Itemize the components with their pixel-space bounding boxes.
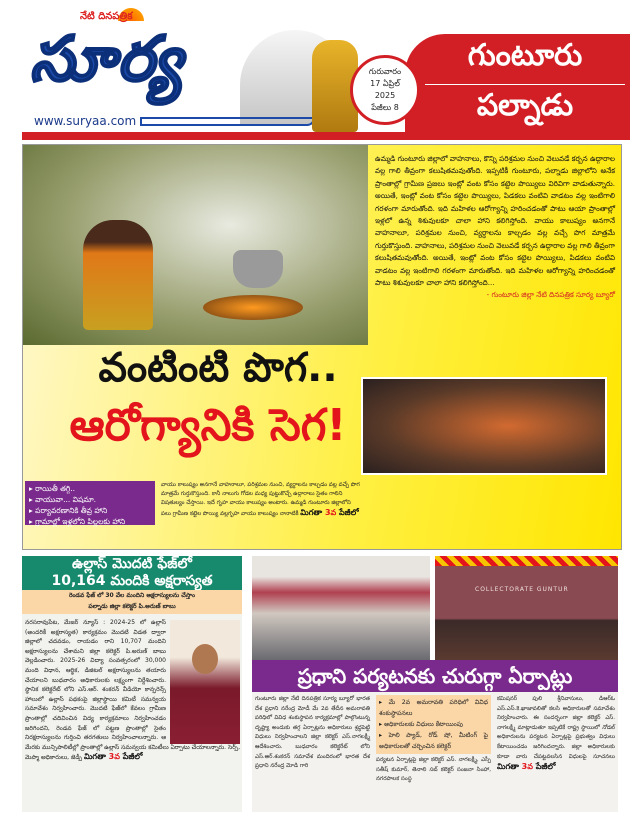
logo-wordmark: సూర్య: [30, 22, 185, 95]
page-count: పేజీలు 8: [371, 103, 399, 112]
edition-name-2: పల్నాడు: [476, 88, 574, 123]
pot-image: [233, 250, 283, 288]
column-2: ▸ మే 2వ అమరావతి పరిధిలో వివిధ శంకుస్థాపనలు ▸ అధికారులకు విధులు కేటాయింపు ▸ హెలి ప్యాడ్, రోడ్ షో, మీటింగ్ పై అధికారులతో చర్చించిన కలెక్టర్ పర్యటన ఏర్పాట్లపై జిల్లా కలెక్టర్ ఎస్. నాగలక్ష్మీ, ఎస్పీ సతీష్ కుమార్, తెనాలి సబ్ కలెక్టర్ సంజనా సింహా, నగరపాలక సంస్థ: [376, 695, 491, 785]
garland-decoration: [435, 556, 618, 566]
website-url[interactable]: www.suryaa.com: [34, 114, 137, 128]
highlight-item: ▸ మే 2వ అమరావతి పరిధిలో వివిధ శంకుస్థాపనలు: [379, 699, 489, 717]
edition-name-1: గుంటూరు: [467, 38, 583, 73]
headline-line-2: ఆరోగ్యానికి సెగ!: [69, 400, 347, 451]
highlight-item: ▸ హెలి ప్యాడ్, రోడ్ షో, మీటింగ్ పై అధికారులతో చర్చించిన కలెక్టర్: [379, 732, 488, 750]
highlight-item: ▸ అధికారులకు విధులు కేటాయింపు: [379, 721, 463, 728]
byline: - గుంటూరు జిల్లా నేటి దినపత్రిక సూర్య బ్యూరో: [486, 290, 615, 300]
lead-story-lower-body: వాయు కాలుష్యం అనగానే వాహనాలూ, పరిశ్రమల నుంచి, వ్యర్థాలను కాల్చడం వల్ల వచ్చే పొగ మాత్రమే గుర్తుకొస్తుంది. కానీ నాలుగు గోడల మధ్య పుట్టుకొచ్చే ఉద్గారాలు సైతం గాలిని విషతుల్యం చేస్తాయి. ఇదే గృహ వాయు కాలుష్యం అంటారు. ఉమ్మడి గుంటూరు జిల్లాలోని పలు గ్రామీణ కట్టెల పొయ్యి వల్లగృహ వాయు కాలుష్యం నానాటికీ మిగతా 3వ పేజీలో: [161, 482, 360, 517]
lead-story-body: [375, 153, 615, 302]
pm-visit-headline: ప్రధాని పర్యటనకు చురుగ్గా ఏర్పాట్లు: [252, 660, 618, 692]
woman-figure: [83, 220, 153, 330]
column-3: కమిషనర్ పులి శ్రీనివాసులు, డిఆర్ఓ ఎస్.ఎస్.కె.ఖాజావలితో కలసి అధికారులతో సమావేశం నిర్వహించారు. ఈ సందర్భంగా జిల్లా కలెక్టర్ ఎస్. నాగలక్ష్మీ మాట్లాడుతూ ఇప్పటికే రాష్ట్ర స్థాయిలో నోడల్ అధికారులను పర్యటన ఏర్పాట్లపై ప్రభుత్వం విధులు కేటాయించడం జరిగిందన్నారు. జిల్లా అధికారులకు కూడా వారు చేపట్టవలసిన విధులపై సూచనలు మిగతా 3వ పేజీలో: [497, 696, 615, 772]
meeting-audience-photo: [252, 556, 430, 660]
literacy-body: నరసరావుపేట, మేజర్ న్యూస్ : 2024-25 లో ఉల్లాస్ (అందరికీ అక్షరాస్యత) కార్యక్రమం మొదటి విడత ద్వారా జిల్లాలో చదవడం, రాయడం రాని 10,707 మందిని అక్షరాస్యులను చేశామని జిల్లా కలెక్టర్ పి.అరుణ్ బాబు వెల్లడించారు. 2025-26 విద్యా సంవత్సరంలో 30,000 మంది విధాన, ఆర్థిక, డిజిటల్ అక్షరాస్యులను తయారు చేయాలని బుధవారం అధికారులకు లక్ష్యంగా నిర్దేశించారు. స్థానిక కలెక్టరేట్ లోని ఎస్.ఆర్. శంకరన్ వీడియో కాన్ఫరెన్స్ హాలులో ఉల్లాస్ పథకంపై జిల్లాస్థాయి కమిటీ సమన్వయ సమావేశం నిర్వహించారు. మొదటి ఫేజ్‌లో కేవలం గ్రామీణ ప్రాంతాల్లో చదివించిన విద్య కార్యక్రమాలు నిర్వహించడం జరిగిందని, రెండవ ఫేజ్ లో పట్టణ ప్రాంతాల్లో సైతం నిరక్షరాస్యులను గుర్తించి తరగతులు నిర్వహించాలన్నారు. ఆ మేరకు మున్సిపాలిటీల్లో ప్రాంతాల్లో ఉల్లాస్ సమన్వయ కమిటీలు ఏర్పాటు చేయాలన్నారు. సెర్ప్, మెప్మా అధికారులు, జెడ్పీ మిగతా 3వ పేజీలో: [25, 619, 240, 762]
lead-story: [22, 144, 622, 550]
collectorate-stage-photo: [435, 556, 618, 660]
cooking-smoke-photo: [23, 145, 368, 345]
highlight-item: ▸ రాయితీ తగ్గి..: [29, 484, 76, 493]
highlights-box: [25, 481, 155, 525]
continued-link[interactable]: మిగతా 3వ పేజీలో: [497, 762, 556, 772]
stove-photo: [361, 377, 607, 475]
masthead-band: [22, 132, 630, 140]
literacy-subheadline: రెండవ ఫేజ్ లో 30 వేల మందిని అక్షరాస్యులను చేస్తాం పల్నాడు జిల్లా కలెక్టర్ పి.అరుణ్ బాబు: [22, 590, 242, 614]
highlight-item: ▸ వాయువా... విషమా.: [29, 495, 97, 504]
fire-image: [203, 295, 303, 320]
highlight-item: ▸ పర్యావరణానికి తీవ్ర హాని: [29, 506, 108, 515]
pm-visit-body: [252, 692, 618, 812]
headline-line-1: వంటింటి పొగ..: [98, 345, 338, 391]
divider: [425, 84, 625, 85]
continued-link[interactable]: మిగతా 3వ పేజీలో: [83, 752, 143, 762]
highlights-box: [376, 695, 491, 754]
continued-link[interactable]: మిగతా 3వ పేజీలో: [300, 508, 359, 517]
date: 17 ఏప్రిల్: [370, 79, 400, 88]
logo-tagline: నేటి దినపత్రిక: [80, 11, 133, 22]
literacy-story: [22, 556, 242, 812]
year: 2025: [374, 91, 396, 100]
day: గురువారం: [368, 67, 402, 76]
date-badge: [350, 55, 420, 125]
collectorate-sign: COLLECTORATE GUNTUR: [475, 586, 569, 593]
literacy-headline: ఉల్లాస్ మొదటి ఫేజ్‌లో 10,164 మందికి అక్షరాస్యత: [22, 556, 242, 590]
column-1: గుంటూరు జిల్లా నేటి దినపత్రిక సూర్య బ్యూరో భారత దేశ ప్రధాని నరేంద్ర మోడీ మే 2వ తేదీన అమరావతి పరిధిలో వివిధ శంకుస్థాపన కార్యక్రమాల్లో పాల్గొంటున్న దృష్ట్యా అందుకు తగ్గ ఏర్పాట్లను అధికారులు శ్రద్ధపెట్టి విధులు నిర్వహించాలని జిల్లా కలెక్టర్ ఎస్.నాగలక్ష్మీ ఆదేశించారు. బుధవారం కలెక్టరేట్ లోని ఎస్.ఆర్.శంకరన్ సమావేశ మందిరంలో భారత దేశ ప్రధాని నరేంద్ర మోడి గారి: [255, 696, 370, 770]
logo-underline: [140, 117, 315, 126]
edition-banner: [405, 34, 630, 132]
highlight-item: ▸ గ్రామాల్లో ఇళ్లలోని పిల్లలకు హాని: [29, 517, 126, 526]
body-text: ఉమ్మడి గుంటూరు జిల్లాలో వాహనాలు, కొన్ని పరిశ్రమల నుంచి వెలువడే కర్బన ఉద్గారాల వల్ల గాలి తీవ్రంగా కలుషితమవుతోంది. ఇప్పటికీ గుంటూరు, పల్నాడు జిల్లాలోని అనేక ప్రాంతాల్లో గ్రామీణ ప్రజలు ఇంట్లో వంట కోసం కట్టెల పొయ్యిలు విరివిగా వాడుతున్నారు. అయితే, ఇంట్లో వంట కోసం కట్టెల పొయ్యిలు, పిడకలు వంటివి వాడటం వల్ల ఇంటిగాలి గరళంగా మారుతోంది. ఇది మహిళల ఆరోగ్యాన్ని హరించడంతో పాటు ఆయా ప్రాంతాల్లో ఇళ్లలో ఉన్న శిశువులకూ చాలా హాని కలిగిస్తోంది. వాయు కాలుష్యం అనగానే వాహనాలూ, పరిశ్రమల నుంచి, వ్యర్థాలను కాల్చడం వల్ల వచ్చే పొగ మాత్రమే గుర్తుకొస్తుంది. వాహనాలు, పరిశ్రమల నుంచి వెలువడే కర్బన ఉద్గారాల వల్ల గాలి తీవ్రంగా కలుషితమవుతోంది. అయితే, ఇంట్లో వంట కోసం కట్టెల పొయ్యిలు, పిడకలు వంటివి వాడటం వల్ల ఇంటిగాలి గరళంగా మారుతోంది. ఇది మహిళల ఆరోగ్యాన్ని హరించడంతో పాటు శిశువులకూ చాలా హాని కలిగిస్తోంది...: [375, 154, 615, 288]
